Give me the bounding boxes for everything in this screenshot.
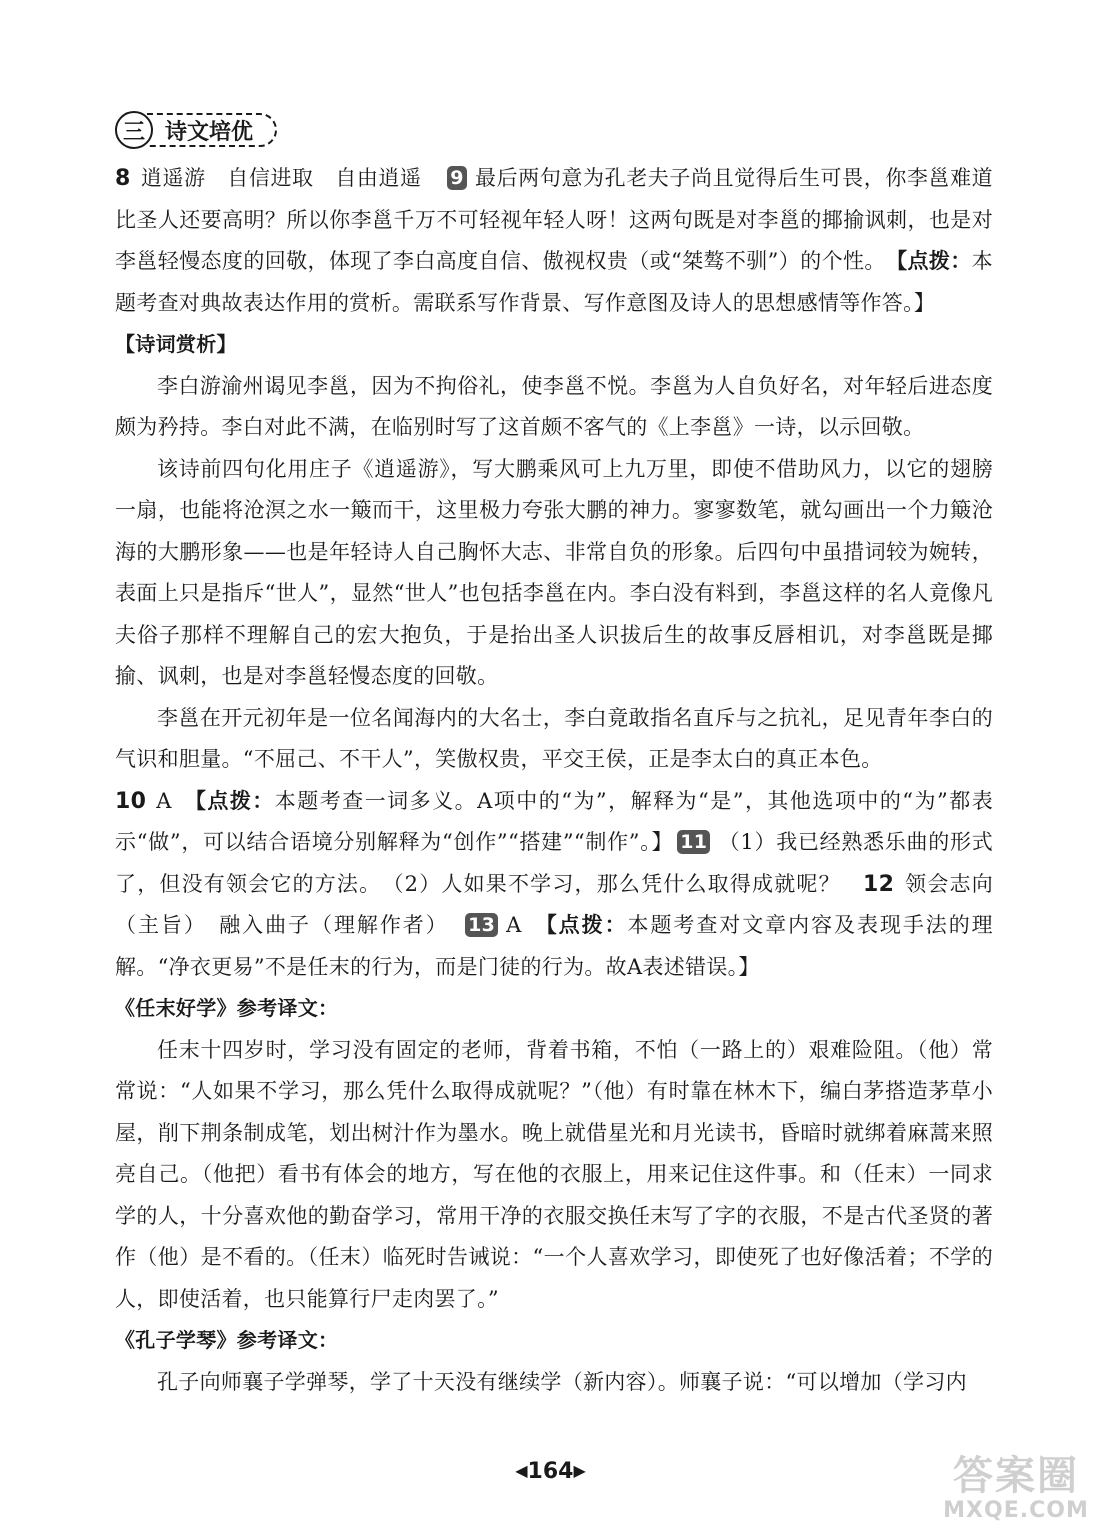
appreciation-heading: 【诗词赏析】 (115, 332, 237, 356)
section-title: 诗文培优 (147, 113, 277, 147)
section-header (115, 108, 993, 152)
translation-heading-kongzi: 《孔子学琴》参考译文： (115, 1328, 339, 1352)
page-number-value: 164 (527, 1459, 574, 1484)
appreciation-paragraph: 该诗前四句化用庄子《逍遥游》，写大鹏乘风可上九万里，即使不借助风力，以它的翅膀一扇，也能将沧溟之水一簸而干，这里极力夸张大鹏的神力。寥寥数笔，就勾画出一个力簸沧海的大鹏形象——也是年轻诗人自己胸怀大志、非常自负的形象。后四句中虽措词较为婉转，表面上只是指斥“世人”，显然“世人”也包括李邕在内。李白没有料到，李邕这样的名人竟像凡夫俗子那样不理解自己的宏大抱负，于是抬出圣人识拔后生的故事反唇相讥，对李邕既是揶揄、讽刺，也是对李邕轻慢态度的回敬。 (115, 456, 993, 688)
page-content (115, 108, 993, 1403)
answer-13: A (506, 913, 522, 937)
tip-label-9: 【点拨： (896, 249, 972, 273)
question-number-13: 13 (465, 913, 498, 937)
tip-text-10: 本题考查一词多义。A项中的“为”，解释为“是”，其他选项中的“为”都表示“做”，可以结合语境分别解释为“创作”“搭建”“制作”。】 (115, 788, 993, 854)
translation-heading-renmo: 《任末好学》参考译文： (115, 996, 339, 1020)
left-arrow-icon: ◀ (515, 1461, 528, 1480)
tip-text-9: 本题考查对典故表达作用的赏析。需联系写作背景、写作意图及诗人的思想感情等作答。】 (115, 249, 993, 315)
watermark-top: 答案圈 (953, 1453, 1079, 1499)
tip-text-13: 本题考查对文章内容及表现手法的理解。“净衣更易”不是任末的行为，而是门徒的行为。故A表述错误。】 (115, 913, 993, 979)
tip-label-10: 【点拨： (195, 788, 275, 813)
appreciation-paragraph: 李邕在开元初年是一位名闻海内的大名士，李白竟敢指名直斥与之抗礼，足见青年李白的气识和胆量。“不屈己、不干人”，笑傲权贵，平交王侯，正是李太白的真正本色。 (115, 705, 993, 771)
right-arrow-icon: ▶ (573, 1461, 586, 1480)
translation-text-renmo: 任末十四岁时，学习没有固定的老师，背着书箱，不怕（一路上的）艰难险阻。（他）常常说：“人如果不学习，那么凭什么取得成就呢？”（他）有时靠在林木下，编白茅搭造茅草小屋，削下荆条制成笔，划出树汁作为墨水。晚上就借星光和月光读书，昏暗时就绑着麻蒿来照亮自己。（他把）看书有体会的地方，写在他的衣服上，用来记住这件事。和（任末）一同求学的人，十分喜欢他的勤奋学习，常用干净的衣服交换任末写了字的衣服，不是古代圣贤的著作（他）是不看的。（任末）临死时告诫说：“一个人喜欢学习，即使死了也好像活着；不学的人，即使活着，也只能算行尸走肉罢了。” (115, 1037, 993, 1311)
question-number-10: 10 (115, 788, 147, 814)
question-number-12: 12 (863, 871, 895, 897)
section-number: 三 (115, 111, 153, 149)
answer-block-10-13 (115, 781, 993, 989)
answer-9: 最后两句意为孔老夫子尚且觉得后生可畏，你李邕难道比圣人还要高明？所以你李邕千万不可轻视年轻人呀！这两句既是对李邕的揶揄讽刺，也是对李邕轻慢态度的回敬，体现了李白高度自信、傲视权贵（或“桀骜不驯”）的个性。 (115, 166, 993, 273)
watermark-bottom: MXQE.COM (943, 1498, 1089, 1523)
page-number (0, 1459, 1101, 1484)
watermark-logo (941, 1454, 1091, 1530)
appreciation-paragraph: 李白游渝州谒见李邕，因为不拘俗礼，使李邕不悦。李邕为人自负好名，对年轻后进态度颇为矜持。李白对此不满，在临别时写了这首颇不客气的《上李邕》一诗，以示回敬。 (115, 373, 993, 439)
tip-label-13: 【点拨： (546, 913, 628, 937)
answer-block-8-9 (115, 158, 993, 324)
answer-10: A (156, 788, 172, 813)
answer-8: 逍遥游 自信进取 自由逍遥 (140, 166, 422, 190)
question-number-9: 9 (447, 166, 467, 190)
answer-12: 领会志向（主旨） 融入曲子（理解作者） (115, 871, 993, 937)
answer-11: （1）我已经熟悉乐曲的形式了，但没有领会它的方法。 （2）人如果不学习，那么凭什么取得成就呢？ (115, 830, 993, 896)
translation-text-kongzi: 孔子向师襄子学弹琴，学了十天没有继续学（新内容）。师襄子说：“可以增加（学习内 (157, 1369, 967, 1394)
question-number-8: 8 (115, 166, 131, 191)
question-number-11: 11 (677, 830, 710, 854)
